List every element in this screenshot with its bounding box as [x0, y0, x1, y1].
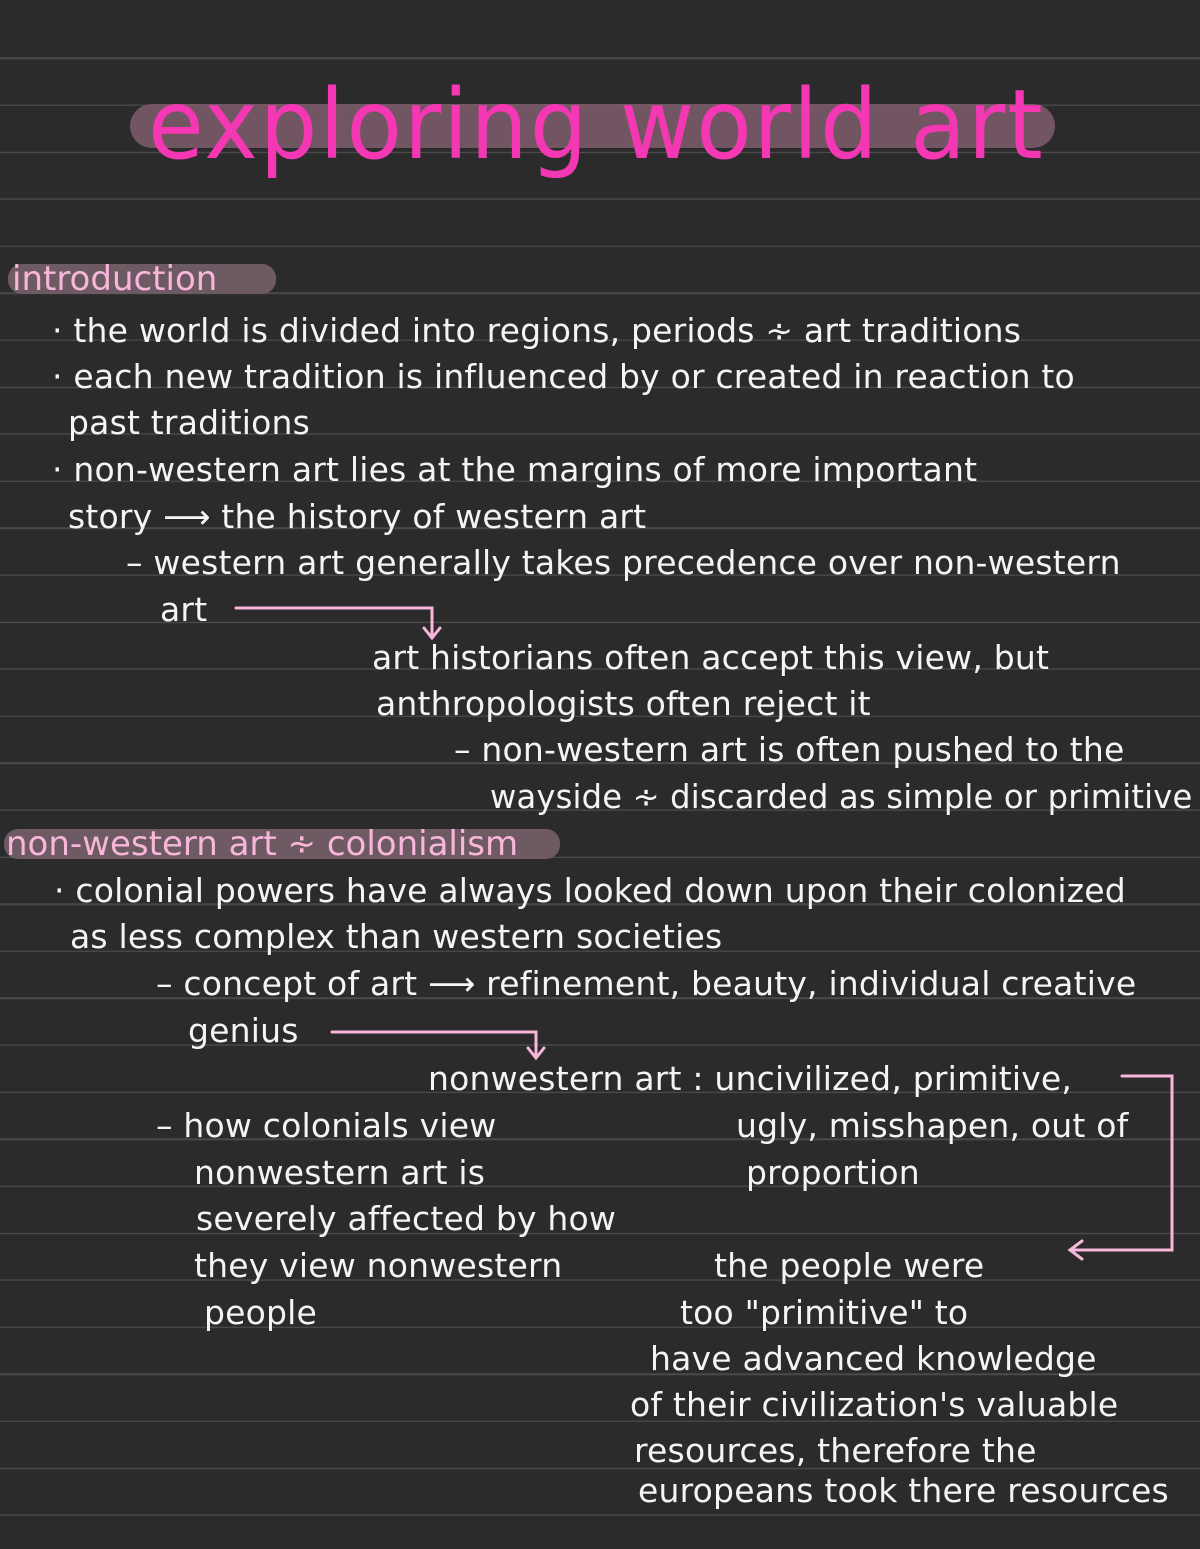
note-line: · colonial powers have always looked down upon their colonized: [54, 871, 1126, 910]
note-line: nonwestern art is: [194, 1153, 486, 1192]
note-line: genius: [188, 1011, 299, 1050]
note-line: art historians often accept this view, but: [372, 638, 1050, 677]
note-line: europeans took there resources: [638, 1471, 1169, 1510]
note-line: · the world is divided into regions, periods ∻ art traditions: [52, 311, 1022, 350]
note-line: resources, therefore the: [634, 1431, 1037, 1470]
note-line: the people were: [714, 1246, 985, 1285]
note-line: anthropologists often reject it: [376, 684, 871, 723]
section-heading-colonialism: non-western art ∻ colonialism: [6, 824, 519, 864]
note-line: have advanced knowledge: [650, 1339, 1097, 1378]
note-line: too "primitive" to: [680, 1293, 969, 1332]
note-line: · each new tradition is influenced by or created in reaction to: [52, 357, 1075, 396]
note-line: people: [204, 1293, 318, 1332]
note-line: – non-western art is often pushed to the: [454, 730, 1125, 769]
note-line: they view nonwestern: [194, 1246, 563, 1285]
note-line: · non-western art lies at the margins of more important: [52, 450, 978, 489]
note-line: – western art generally takes precedence over non-western: [126, 543, 1121, 582]
note-line: art: [160, 590, 208, 629]
note-line: as less complex than western societies: [70, 917, 723, 956]
note-line: severely affected by how: [196, 1199, 617, 1238]
note-line: ugly, misshapen, out of: [736, 1106, 1129, 1145]
title-block: [130, 60, 1055, 220]
note-line: wayside ∻ discarded as simple or primitive: [490, 777, 1193, 816]
note-line: story ⟶ the history of western art: [68, 497, 647, 536]
section-heading-introduction: introduction: [12, 259, 218, 299]
note-line: past traditions: [68, 403, 311, 442]
note-line: nonwestern art : uncivilized, primitive,: [428, 1059, 1073, 1098]
note-line: – how colonials view: [156, 1106, 497, 1145]
arrow-connector: [326, 1022, 556, 1066]
page-title: exploring world art: [148, 69, 1045, 181]
note-line: proportion: [746, 1153, 920, 1192]
arrow-connector: [230, 598, 450, 648]
note-line: of their civilization's valuable: [630, 1385, 1119, 1424]
arrow-connector: [1060, 1064, 1190, 1268]
note-line: – concept of art ⟶ refinement, beauty, individual creative: [156, 964, 1137, 1003]
